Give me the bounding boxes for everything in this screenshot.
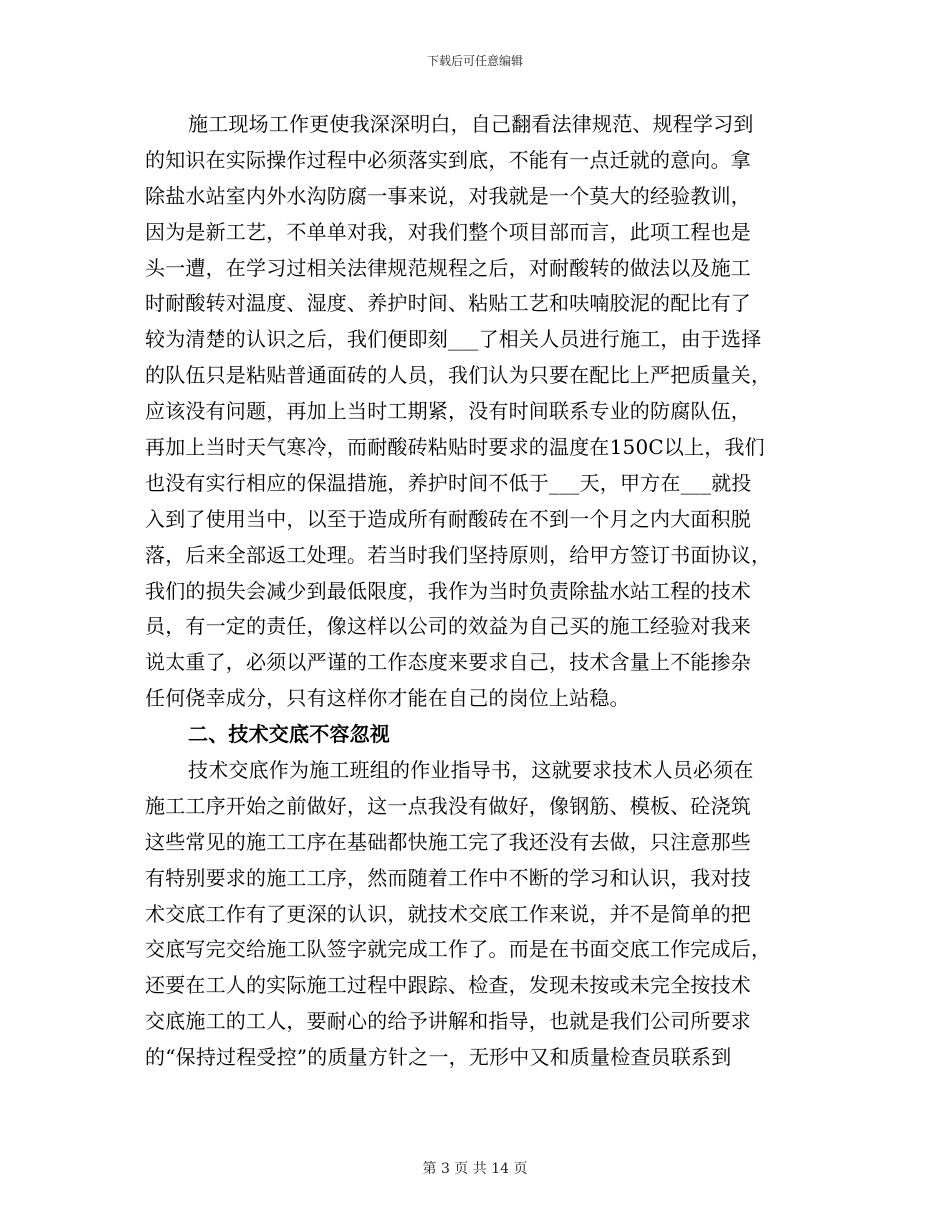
paragraph-line: 我们的损失会减少到最低限度，我作为当时负责除盐水站工程的技术 [145, 578, 751, 603]
page-footer: 第 3 页 共 14 页 [422, 1161, 528, 1177]
paragraph-line: 入到了使用当中，以至于造成所有耐酸砖在不到一个月之内大面积脱 [145, 506, 751, 531]
document-body [145, 107, 805, 1076]
paragraph-line: 这些常见的施工工序在基础都快施工完了我还没有去做，只注意那些 [145, 829, 751, 854]
paragraph-line: 任何侥幸成分，只有这样你才能在自己的岗位上站稳。 [145, 686, 630, 711]
paragraph-line: 落，后来全部返工处理。若当时我们坚持原则，给甲方签订书面协议， [145, 542, 772, 567]
paragraph-line: 施工工序开始之前做好，这一点我没有做好，像钢筋、模板、砼浇筑 [145, 793, 751, 818]
paragraph-line: 技术交底作为施工班组的作业指导书，这就要求技术人员必须在 [188, 758, 754, 783]
paragraph-line: 有特别要求的施工工序，然而随着工作中不断的学习和认识，我对技 [145, 865, 751, 890]
paragraph-line: 也没有实行相应的保温措施，养护时间不低于___天，甲方在___就投 [145, 470, 752, 495]
paragraph-line: 的队伍只是粘贴普通面砖的人员，我们认为只要在配比上严把质量关， [145, 363, 772, 388]
paragraph-line: 还要在工人的实际施工过程中跟踪、检查，发现未按或未完全按技术 [145, 973, 751, 998]
paragraph-line: 头一遭，在学习过相关法律规范规程之后，对耐酸转的做法以及施工 [145, 255, 751, 280]
section-heading: 二、技术交底不容忽视 [188, 722, 390, 747]
paragraph-line: 交底写完交给施工队签字就完成工作了。而是在书面交底工作完成后， [145, 937, 772, 962]
page-header: 下载后可任意编辑 [426, 54, 523, 68]
paragraph-line: 时耐酸转对温度、湿度、养护时间、粘贴工艺和呋喃胶泥的配比有了 [145, 291, 751, 316]
paragraph-line: 较为清楚的认识之后，我们便即刻___了相关人员进行施工，由于选择 [145, 327, 762, 352]
paragraph-line: 员，有一定的责任，像这样以公司的效益为自己买的施工经验对我来 [145, 614, 751, 639]
paragraph-line: 应该没有问题，再加上当时工期紧，没有时间联系专业的防腐队伍， [145, 399, 751, 424]
paragraph-line: 说太重了，必须以严谨的工作态度来要求自己，技术含量上不能掺杂 [145, 650, 751, 675]
paragraph-line: 因为是新工艺，不单单对我，对我们整个项目部而言，此项工程也是 [145, 219, 751, 244]
paragraph-line: 交底施工的工人，要耐心的给予讲解和指导，也就是我们公司所要求 [145, 1009, 751, 1034]
paragraph-line: 的知识在实际操作过程中必须落实到底，不能有一点迁就的意向。拿 [145, 147, 751, 172]
paragraph-line: 施工现场工作更使我深深明白，自己翻看法律规范、规程学习到 [188, 112, 754, 136]
paragraph-line: 的“保持过程受控”的质量方针之一，无形中又和质量检查员联系到 [145, 1045, 732, 1070]
paragraph-line: 术交底工作有了更深的认识，就技术交底工作来说，并不是简单的把 [145, 901, 751, 926]
paragraph-line: 再加上当时天气寒冷，而耐酸砖粘贴时要求的温度在150C以上，我们 [145, 435, 765, 460]
paragraph-line: 除盐水站室内外水沟防腐一事来说，对我就是一个莫大的经验教训， [145, 183, 751, 208]
